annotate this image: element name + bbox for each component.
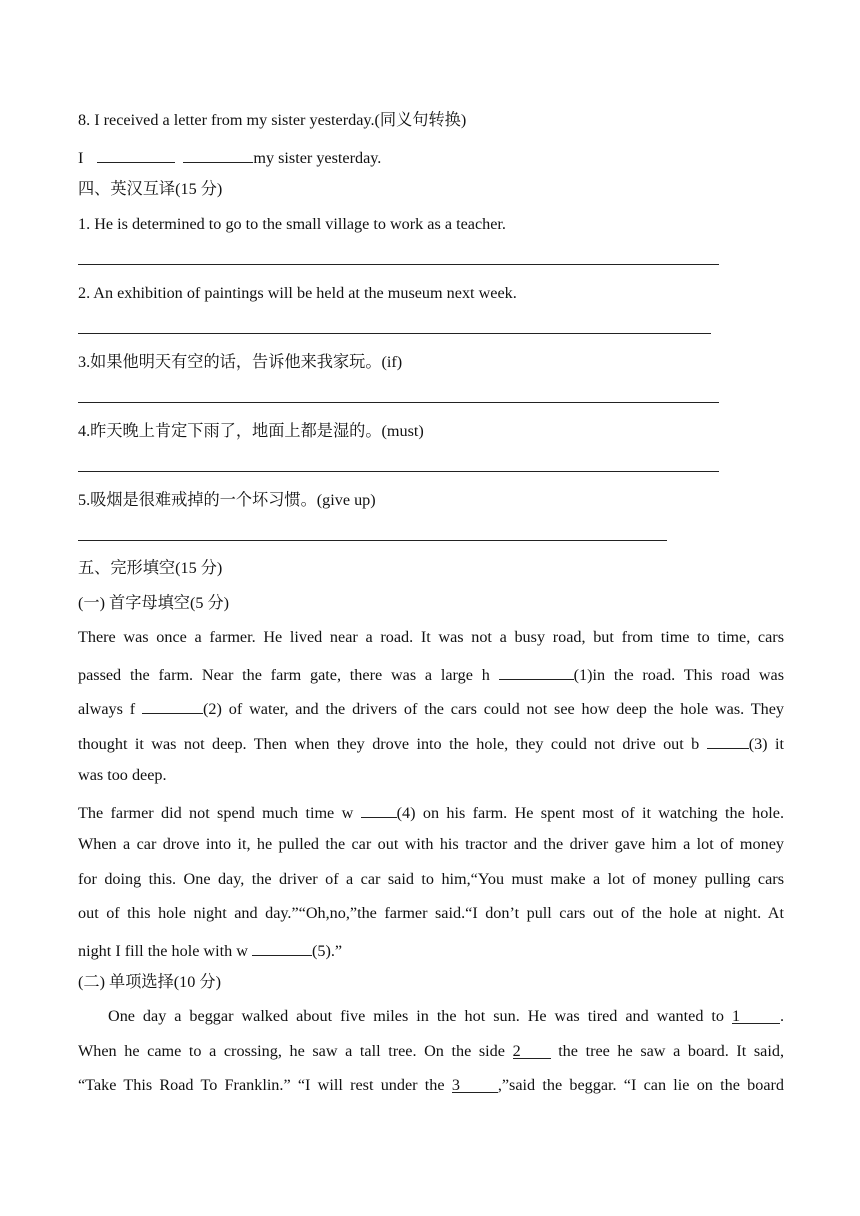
passage3-line-2: When he came to a crossing, he saw a tall tree. On the side 2 the tree he saw a board. It said, — [78, 1042, 785, 1060]
q8-answer-end: my sister yesterday. — [253, 149, 382, 167]
passage2-line-5: night I fill the hole with w (5).” — [78, 938, 342, 961]
blank-choice-2[interactable]: 2 — [513, 1041, 551, 1059]
passage1-line-4: thought it was not deep. Then when they drove into the hole, they could not drive out b (3) it — [78, 731, 784, 754]
translation-item-3: 3.如果他明天有空的话，告诉他来我家玩。(if) — [78, 353, 403, 371]
passage1-line-5: was too deep. — [78, 766, 167, 784]
translation-item-1: 1. He is determined to go to the small village to work as a teacher. — [78, 215, 506, 233]
blank-3[interactable] — [707, 731, 749, 749]
q8-blank-1[interactable] — [97, 145, 175, 163]
blank-2[interactable] — [142, 696, 203, 714]
answer-line-4[interactable] — [78, 471, 719, 472]
passage1-line-1: There was once a farmer. He lived near a road. It was not a busy road, but from time to time, cars — [78, 628, 784, 646]
blank-1[interactable] — [499, 662, 574, 680]
answer-line-1[interactable] — [78, 264, 719, 265]
passage2-line-4: out of this hole night and day.”“Oh,no,”the farmer said.“I don’t pull cars out of the hole at night. At — [78, 904, 784, 922]
translation-item-5: 5.吸烟是很难戒掉的一个坏习惯。(give up) — [78, 491, 376, 509]
q8-prompt: 8. I received a letter from my sister yesterday.(同义句转换) — [78, 111, 467, 129]
passage3-line-1: One day a beggar walked about five miles in the hot sun. He was tired and wanted to 1 . — [108, 1007, 784, 1025]
blank-5[interactable] — [252, 938, 312, 956]
passage2-line-3: for doing this. One day, the driver of a car said to him,“You must make a lot of money pulling cars — [78, 870, 784, 888]
part1-heading: (一) 首字母填空(5 分) — [78, 594, 230, 612]
blank-choice-1[interactable]: 1 — [732, 1006, 780, 1024]
q8-answer-line — [78, 145, 381, 168]
blank-choice-3[interactable]: 3 — [452, 1075, 498, 1093]
passage2-line-1: The farmer did not spend much time w (4) on his farm. He spent most of it watching the hole. — [78, 800, 784, 823]
blank-4[interactable] — [361, 800, 397, 818]
section5-heading: 五、完形填空(15 分) — [78, 559, 223, 577]
answer-line-2[interactable] — [78, 333, 711, 334]
part2-heading: (二) 单项选择(10 分) — [78, 973, 221, 991]
translation-item-2: 2. An exhibition of paintings will be held at the museum next week. — [78, 284, 517, 302]
answer-line-5[interactable] — [78, 540, 667, 541]
passage2-line-2: When a car drove into it, he pulled the car out with his tractor and the driver gave him a lot of money — [78, 835, 784, 853]
section4-heading: 四、英汉互译(15 分) — [78, 180, 223, 198]
q8-answer-start: I — [78, 149, 84, 167]
passage3-line-3: “Take This Road To Franklin.” “I will rest under the 3 ,”said the beggar. “I can lie on the board — [78, 1076, 784, 1094]
passage1-line-3: always f (2) of water, and the drivers of the cars could not see how deep the hole was. They — [78, 696, 784, 719]
passage1-line-2: passed the farm. Near the farm gate, there was a large h (1)in the road. This road was — [78, 662, 784, 685]
translation-item-4: 4.昨天晚上肯定下雨了，地面上都是湿的。(must) — [78, 422, 424, 440]
q8-blank-2[interactable] — [183, 145, 253, 163]
answer-line-3[interactable] — [78, 402, 719, 403]
